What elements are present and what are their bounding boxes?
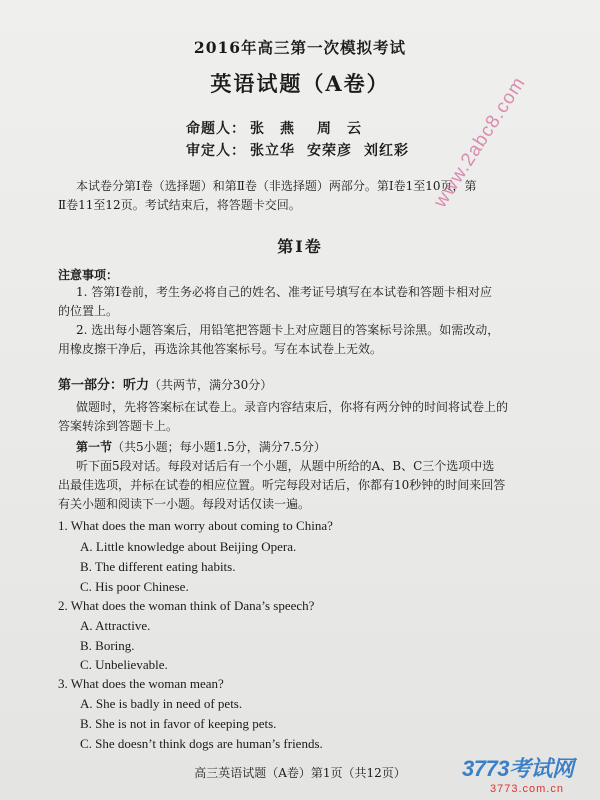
- setter-name: 周 云: [317, 121, 362, 137]
- question-stem: 3. What does the woman mean?: [58, 676, 224, 691]
- intro-line: 本试卷分第Ⅰ卷（选择题）和第Ⅱ卷（非选择题）两部分。第Ⅰ卷1至10页，第: [76, 179, 477, 193]
- question-stem: 2. What does the woman think of Dana’s speech?: [58, 598, 315, 613]
- part-instruction-line: 答案转涂到答题卡上。: [58, 419, 179, 433]
- section-title: 第Ⅰ卷: [277, 237, 323, 256]
- question-option: C. His poor Chinese.: [80, 579, 189, 594]
- paper-title: 英语试题（A卷）: [210, 71, 390, 96]
- part-title: [58, 374, 272, 393]
- question-option: A. She is badly in need of pets.: [80, 696, 243, 711]
- notice-line: 用橡皮擦干净后，再选涂其他答案标号。写在本试卷上无效。: [58, 342, 383, 356]
- reviewer-name: 安荣彦: [307, 143, 352, 159]
- part-instruction-line: 做题时，先将答案标在试卷上。录音内容结束后，你将有两分钟的时间将试卷上的: [76, 400, 509, 414]
- subsection-label: 第一节: [76, 440, 113, 454]
- subsection-title: [76, 438, 326, 455]
- question-option: B. The different eating habits.: [80, 559, 236, 574]
- notice-line: 的位置上。: [58, 304, 119, 318]
- question-option: A. Little knowledge about Beijing Opera.: [80, 539, 297, 554]
- question-option: B. Boring.: [80, 638, 135, 653]
- reviewer-name: 张立华: [250, 143, 295, 159]
- question-stem: 1. What does the man worry about coming to China?: [58, 518, 333, 533]
- diagonal-watermark: www.2abc8.com: [430, 73, 531, 212]
- intro-line: Ⅱ卷11至12页。考试结束后，将答题卡交回。: [58, 198, 301, 212]
- logo-text: 3773考试网: [462, 756, 574, 781]
- subsection-line: 听下面5段对话。每段对话后有一个小题，从题中所给的A、B、C三个选项中选: [76, 459, 495, 473]
- question-option: A. Attractive.: [80, 618, 151, 633]
- question-option: C. Unbelievable.: [80, 657, 168, 672]
- setter-line: [186, 118, 362, 138]
- part-title-note: （共两节，满分30分）: [149, 378, 273, 392]
- setter-name: 张 燕: [250, 121, 295, 137]
- site-logo: [462, 752, 573, 795]
- subsection-note: （共5小题；每小题1.5分，满分7.5分）: [112, 440, 326, 454]
- question-option: C. She doesn’t think dogs are human’s friends.: [80, 736, 323, 751]
- reviewer-label: 审定人：: [186, 143, 246, 159]
- notice-heading: 注意事项：: [58, 268, 119, 282]
- reviewer-line: [186, 140, 409, 160]
- subsection-line: 出最佳选项，并标在试卷的相应位置。听完每段对话后，你都有10秒钟的时间来回答: [58, 478, 506, 492]
- logo-url: 3773.com.cn: [490, 783, 564, 795]
- exam-title: 2016年高三第一次模拟考试: [193, 38, 407, 57]
- page-footer: 高三英语试题（A卷）第1页（共12页）: [194, 766, 406, 780]
- notice-line: 1. 答第Ⅰ卷前，考生务必将自己的姓名、准考证号填写在本试卷和答题卡相对应: [76, 285, 493, 299]
- setter-label: 命题人：: [186, 121, 246, 137]
- subsection-line: 有关小题和阅读下一小题。每段对话仅读一遍。: [58, 497, 311, 511]
- question-option: B. She is not in favor of keeping pets.: [80, 716, 277, 731]
- part-title-text: 第一部分：听力: [58, 378, 150, 393]
- reviewer-name: 刘红彩: [364, 143, 409, 159]
- notice-line: 2. 选出每小题答案后，用铅笔把答题卡上对应题目的答案标号涂黑。如需改动，: [76, 323, 500, 337]
